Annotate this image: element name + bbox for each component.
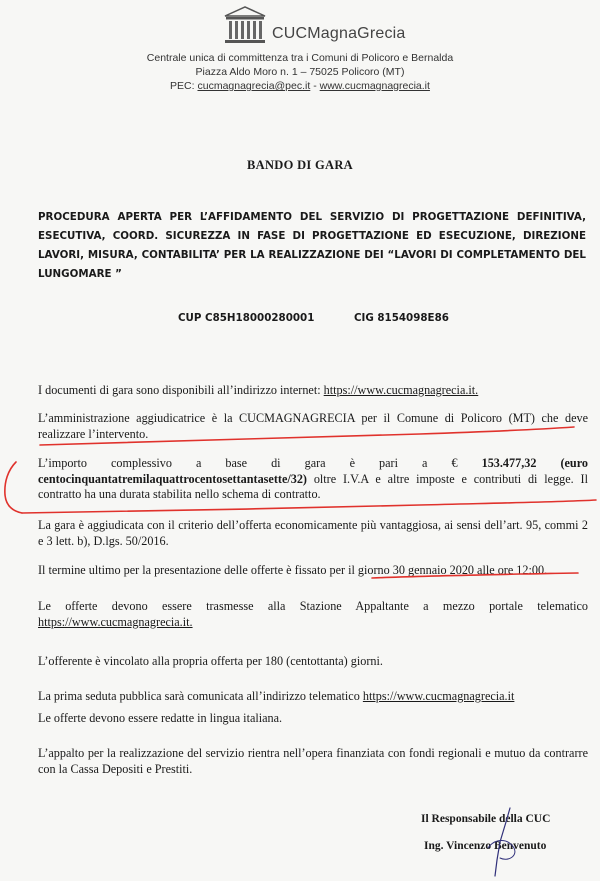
codes-line [178, 312, 485, 324]
portal-link[interactable]: https://www.cucmagnagrecia.it. [38, 614, 193, 629]
session-link[interactable]: https://www.cucmagnagrecia.it [362, 689, 515, 703]
paragraph-documents [38, 383, 588, 399]
paragraph-text: I documenti di gara sono disponibili all’indirizzo internet: [38, 383, 324, 397]
temple-logo-icon [222, 6, 268, 44]
paragraph-language: Le offerte devono essere redatte in lingua italiana. [38, 711, 283, 725]
paragraph-text: L’importo complessivo a base di gara è pari a € [38, 456, 482, 470]
document-title: BANDO DI GARA [247, 158, 353, 172]
letterhead-line-2: Piazza Aldo Moro n. 1 – 75025 Policoro (MT) [195, 66, 405, 78]
paragraph-text: La prima seduta pubblica sarà comunicata all’indirizzo telematico [38, 689, 363, 703]
letterhead-logo [222, 4, 406, 44]
pec-email-link[interactable]: cucmagnagrecia@pec.it [197, 80, 311, 92]
paragraph-criterion: La gara è aggiudicata con il criterio dell’offerta economicamente più vantaggiosa, ai sensi dell’art. 95, commi 2 e 3 lett. b), D.lgs. 50/2016. [38, 518, 588, 548]
signature-name: Ing. Vincenzo Benvenuto [424, 840, 547, 852]
paragraph-text: Le offerte devono essere trasmesse alla Stazione Appaltante a mezzo portale telematico [38, 599, 588, 613]
paragraph-funding: L’appalto per la realizzazione del servizio rientra nell’opera finanziata con fondi regionali e mutuo da contrarre con la Cassa Depositi e Prestiti. [38, 746, 588, 776]
paragraph-session [38, 689, 588, 705]
paragraph-validity: L’offerente è vincolato alla propria offerta per 180 (centottanta) giorni. [38, 654, 383, 668]
paragraph-submission [38, 599, 588, 630]
paragraph-amount [38, 456, 588, 503]
website-link[interactable]: www.cucmagnagrecia.it [319, 80, 430, 92]
separator: - [313, 80, 317, 92]
red-bracket-amount [5, 462, 22, 513]
paragraph-deadline: Il termine ultimo per la presentazione delle offerte è fissato per il giorno 30 gennaio 2020 alle ore 12:00. [38, 563, 548, 577]
pec-label: PEC: [170, 80, 195, 92]
letterhead-line-1: Centrale unica di committenza tra i Comuni di Policoro e Bernalda [146, 52, 454, 64]
signature-role: Il Responsabile della CUC [421, 813, 551, 825]
documents-link[interactable]: https://www.cucmagnagrecia.it. [323, 383, 479, 397]
paragraph-text: oltre I.V.A e altre imposte e contributi di legge. Il contratto ha una durata stabilita nello schema di contratto. [38, 471, 588, 501]
logo-text: CUCMagnaGrecia [272, 25, 406, 42]
amount-value: 153.477,32 (euro centocinquantatremilaquattrocentosettantasette/32) [38, 456, 588, 486]
cig-code: CIG 8154098E86 [353, 312, 449, 324]
cup-code: CUP C85H18000280001 [178, 312, 315, 324]
paragraph-administration: L’amministrazione aggiudicatrice è la CUCMAGNAGRECIA per il Comune di Policoro (MT) che deve realizzare l’intervento. [38, 411, 588, 441]
procedure-description: PROCEDURA APERTA PER L’AFFIDAMENTO DEL SERVIZIO DI PROGETTAZIONE DEFINITIVA, ESECUTIVA, COORD. SICUREZZA IN FASE DI PROGETTAZIONE ED ESECUZIONE, DIREZIONE LAVORI, MISURA, CONTABILITA’ PER LA REALIZZAZIONE DEI “LAVORI DI COMPLETAMENTO DEL LUNGOMARE ” [38, 211, 586, 280]
letterhead-line-3 [0, 80, 600, 92]
